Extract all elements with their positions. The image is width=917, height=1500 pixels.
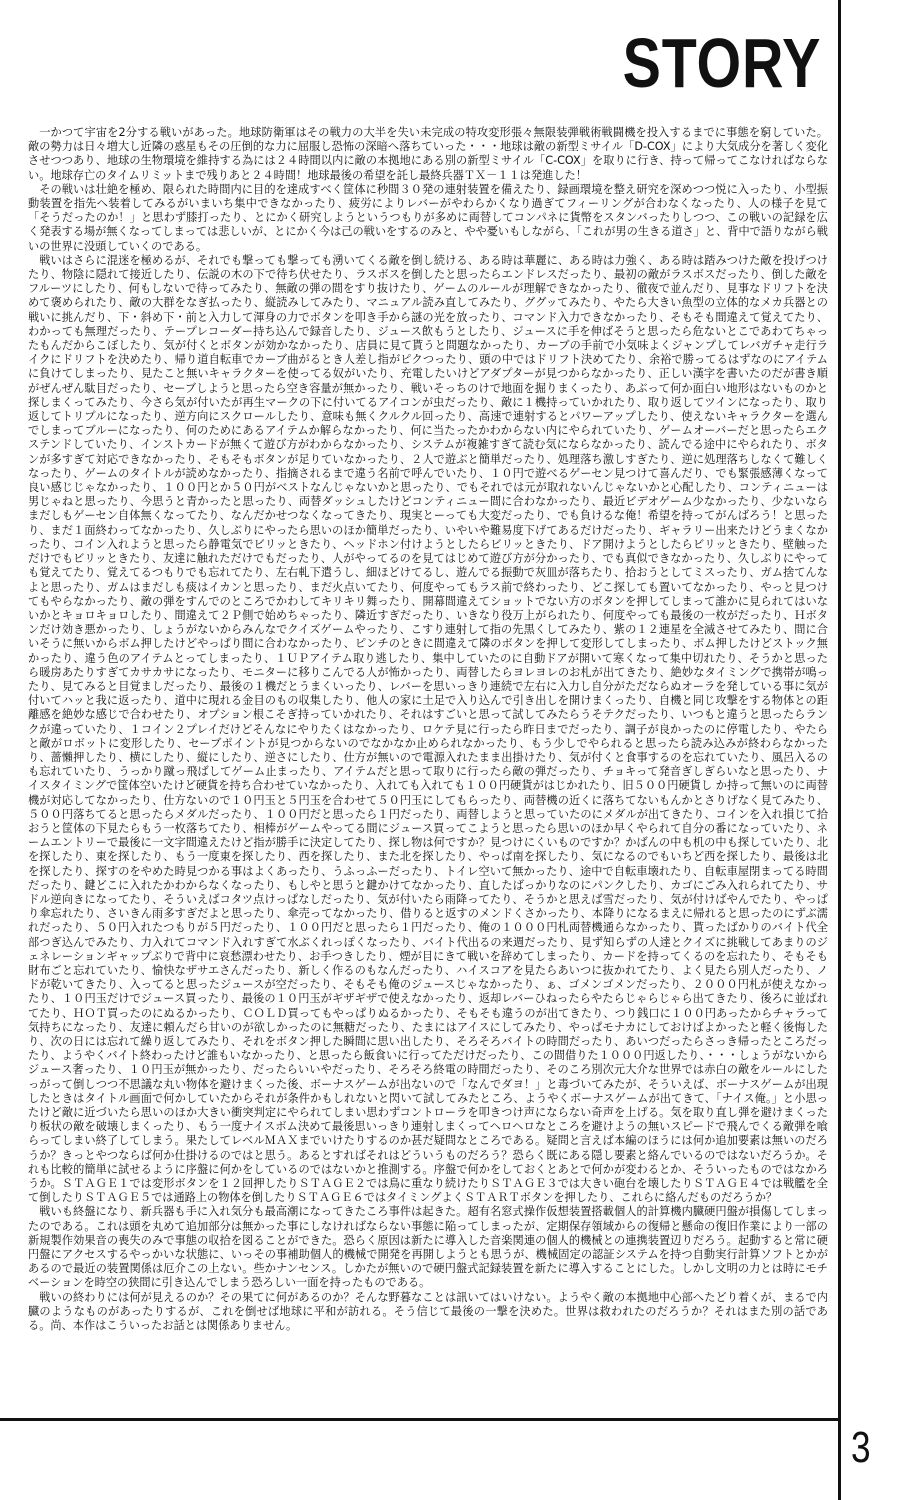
page-number: 3 [851, 1423, 871, 1472]
story-paragraph: 戦いも終盤になり、新兵器も手に入れ気分も最高潮になってきたころ事件は起きた。超有名窓式操作仮想装置搭載個人的計算機内臓硬円盤が損傷してしまったのである。これは頭を丸めて追加部分は無かった事にしなければならない事態に陥ってしまったが、定期保存領域からの復帰と懸命の復旧作業により一部の新規製作効果音の喪失のみで事態の収拾を図ることができた。恐らく原因は新たに導入した音楽関連の個人的機械との連携装置辺りだろう。起動すると常に硬円盤にアクセスするやっかいな状態に、いっその事補助個人的機械で開発を再開しようとも思うが、機械固定の認証システムを持つ自動実行計算ソフトとかがあるので最近の装置関係は厄介この上ない。些かナンセンス。しかたが無いので硬円盤式記録装置を新たに導入することにした。しかし文明の力とは時にモチベーションを時空の狭間に引き込んでしまう恐ろしい一面を持ったものである。 [28, 1205, 828, 1290]
story-paragraph: 戦いはさらに混迷を極めるが、それでも撃っても撃っても湧いてくる敵を倒し続ける、ある時は華麗に、ある時は力強く、ある時は踏みつけた敵を投げつけたり、物陰に隠れて接近したり、伝説の木の下で待ち伏せたり、ラスボスを倒したと思ったらエンドレスだったり、最初の敵がラスボスだったり、倒した敵をフルーツにしたり、何もしないで待ってみたり、無敵の弾の間をすり抜けたり、ゲームのルールが理解できなかったり、徹夜で並んだり、見事なドリフトを決めて褒められたり、敵の大群をなぎ払ったり、縦読みしてみたり、マニュアル読み直してみたり、ググッてみたり、やたら大きい魚型の立体的なメカ兵器との戦いに挑んだり、下・斜め下・前と入力して渾身の力でボタンを叩き手から謎の光を放ったり、コマンド入力できなかったり、そもそも間違えて覚えてたり、わかっても無理だったり、テープレコーダー持ち込んで録音したり、ジュース飲もうとしたり、ジュースに手を伸ばそうと思ったら危ないとこであわてちゃったもんだからこぼしたり、気が付くとボタンが効かなかったり、店員に見て貰うと問題なかったり、カーブの手前で小気味よくジャンプしてレバガチャ走行ライクにドリフトを決めたり、帰り道自転車でカーブ曲がるとき人差し指がピクつったり、頭の中ではドリフト決めてたり、余裕で勝ってるはずなのにアイテムに負けてしまったり、見たこと無いキャラクターを使ってる奴がいたり、充電したいけどアダプターが見つからなかったり、正しい漢字を書いたのだが書き順がぜんぜん駄目だったり、セーブしようと思ったら空き容量が無かったり、戦いそっちのけで地面を掘りまくったり、あぶって何か面白い地形はないものかと探しまくってみたり、今さら気が付いたが再生マークの下に付いてるアイコンが虫だったり、敵に１機持っていかれたり、取り返してツインになったり、取り返してトリプルになったり、逆方向にスクロールしたり、意味も無くクルクル回ったり、高速で連射するとパワーアップしたり、使えないキャラクターを選んでしまってブルーになったり、何のためにあるアイテムか解らなかったり、何に当たったかわからない内にやられていたり、ゲームオーバーだと思ったらエクステンドしていたり、インストカードが無くて遊び方がわからなかったり、システムが複雑すぎて読む気にならなかったり、読んでる途中にやられたり、ボタンが多すぎて対応できなかったり、そもそもボタンが足りていなかったり、２人で遊ぶと簡単だったり、処理落ち激しすぎたり、逆に処理落ちしなくて難しくなったり、ゲームのタイトルが読めなかったり、指摘されるまで違う名前で呼んでいたり、１０円で遊べるゲーセン見つけて喜んだり、でも緊張感薄くなって良い感じじゃなかったり、１００円とか５０円がベストなんじゃないかと思ったり、でもそれでは元が取れないんじゃないかと心配したり、コンティニューは男じゃねと思ったり、今思うと青かったと思ったり、両替ダッシュしたけどコンティニュー間に合わなかったり、最近ビデオゲーム少なかったり、少ないならまだしもゲーセン自体無くなってたり、なんだかせつなくなってきたり、現実とーっても大変だったり、でも負けるな俺！希望を持ってがんばろう！と思ったり、まだ１面終わってなかったり、久しぶりにやったら思いのほか簡単だったり、いやいや難易度下げてあるだけだったり、ギャラリー出来たけどうまくなかったり、コイン入れようと思ったら静電気でビリッときたり、ヘッドホン付けようとしたらビリッときたり、ドア開けようとしたらビリッときたり、壁触っただけでもビリッときたり、友達に触れただけでもだったり、人がやってるのを見てはじめて遊び方が分かったり、でも真似できなかったり、久しぶりにやっても覚えてたり、覚えてるつもりでも忘れてたり、左右軋下遣うし、細ほどけてるし、遊んでる振動で灰皿が落ちたり、拾おうとしてミスったり、ガム捨てんなよと思ったり、ガムはまだしも痰はイカンと思ったり、まだ火点いてたり、何度やってもラス前で終わったり、どこ探しても置いてなかったり、やっと見つけてもやらなかったり、敵の弾をすんでのところでかわしてキリキリ舞ったり、開幕間違えてショットでない方のボタンを押してしまって誰かに見られてはいないかとキョロキョロしたり、間違えて２Ｐ側で始めちゃったり、隣近すぎだったり、いきなり役万上がられたり、何度やっても最後の一枚がだったり、Ｈボタンだけ効き悪かったり、しょうがないからみんなでクイズゲームやったり、こすり連射して指の先黒くしてみたり、紫の１２連星を全滅させてみたり、間に合いそうに無いからボム押したけどやっぱり間に合わなかったり、ピンチのときに間違えて隣のボタンを押して変形してしまったり、ボム押したけどストック無かったり、違う色のアイテムとってしまったり、１ＵＰアイテム取り逃したり、集中していたのに自動ドアが開いて寒くなって集中切れたり、そうかと思ったら暖房あたりすぎてカサカサになったり、モニターに移りこんでる人が怖かったり、両替したらヨレヨレのお札が出てきたり、絶妙なタイミングで携帯が鳴ったり、見てみると目覚ましだったり、最後の１機だとうまくいったり、レバーを思いっきり連続で左右に入力し自分がただならぬオーラを発している事に気が付いてハッと我に返ったり、道中に現れる金目のもの収集したり、他人の家に土足で入り込んで引き出しを開けまくったり、自機と同じ攻撃をする物体との距離感を絶妙な感じで合わせたり、オプション根こそぎ持っていかれたり、それはすごいと思って試してみたらうそテクだったり、いつもと違うと思ったらランクが違っていたり、１コイン２プレイだけどそんなにやりたくはなかったり、ロケテ見に行ったら昨日までだったり、調子が良かったのに停電したり、やたらと敵がロボットに変形したり、セーブポイントが見つからないのでなかなか止められなかったり、もう少しでやられると思ったら読み込みが終わらなかったり、蔷懶押したり、横にしたり、縦にしたり、逆さにしたり、仕方が無いので電源入れたまま出掛けたり、気が付くと食事するのを忘れていたり、風呂入るのも忘れていたり、うっかり蹴っ飛ばしてゲーム止まったり、アイテムだと思って取りに行ったら敵の弾だったり、チョキって発音ぎしぎらいなと思ったり、ナイスタイミングで筐体空いたけど硬貨を持ち合わせていなかったり、入れても入れても１００円硬貨がはじかれたり、旧５００円硬貨し か持って無いのに両替機が対応してなかったり、仕方ないので１０円玉と５円玉を合わせて５０円玉にしてもらったり、両替機の近くに落ちてないもんかとさりげなく見てみたり、５００円落ちてると思ったらメダルだったり、１００円だと思ったら１円だったり、両替しようと思っていたのにメダルが出てきたり、コインを入れ損じて拾おうと筐体の下見たらもう一枚落ちてたり、相棒がゲームやってる間にジュース買ってこようと思ったら思いのほか早くやられて自分の番になっていたり、ネームエントリーで最後に一文字間違えたけど指が勝手に決定してたり、探し物は何ですか？見つけにくいものですか？かばんの中も机の中も探していたり、北を探したり、東を探したり、もう一度東を探したり、西を探したり、また北を探したり、やっぱ南を探したり、気になるのでもいちど西を探したり、最後は北を探したり、探すのをやめた時見つかる事はよくあったり、うふっふーだったり、トイレ空いて無かったり、途中で自転車壊れたり、自転車屋閉まってる時間だったり、鍵どこに入れたかわからなくなったり、もしやと思うと鍵かけてなかったり、直したばっかりなのにパンクしたり、カゴにごみ入れられてたり、サドル逆向きになってたり、そういえばコタツ点けっぱなしだったり、気が付いたら雨降ってたり、そうかと思えば雪だったり、気が付けばやんでたり、やっぱり傘忘れたり、さいきん雨多すぎだよと思ったり、傘売ってなかったり、借りると返すのメンドくさかったり、本降りになるまえに帰れると思ったのにずぶ濡れだったり、５０円入れたつもりが５円だったり、１００円だと思ったら１円だったり、俺の１０００円札両替機通らなかったり、貰ったばかりのバイト代全部つぎ込んでみたり、力入れてコマンド入れすぎて水ぶくれっぽくなったり、バイト代出るの来週だったり、見ず知らずの人達とクイズに挑戦してあまりのジェネレーションギャップぶりで背中に哀愁漂わせたり、お手つきしたり、煙が目にきて戦いを辞めてしまったり、カードを持ってくるのを忘れたり、そもそも財布ごと忘れていたり、愉快なザサエさんだったり、新しく作るのもなんだったり、ハイスコアを見たらあいつに抜かれてたり、よく見たら別人だったり、ノドが乾いてきたり、入ってると思ったジュースが空だったり、そもそも俺のジュースじゃなかったり、ぁ、ゴメンゴメンだったり、２０００円札が使えなかったり、１０円玉だけでジュース買ったり、最後の１０円玉がギザギザで使えなかったり、返却レバーひねったらやたらじゃらじゃら出てきたり、後ろに並ばれてたり、ＨＯＴ買ったのにぬるかったり、ＣＯＬＤ買ってもやっぱりぬるかったり、そもそも違うのが出てきたり、つり銭口に１００円あったからチャラって気持ちになったり、友達に頼んだら甘いのが欲しかったのに無糖だったり、たまにはアイスにしてみたり、やっぱモナカにしておけばよかったと軽く後悔したり、次の日には忘れて繰り返してみたり、それをボタン押した瞬間に思い出したり、そろそろバイトの時間だったり、あいつだったらさっき帰ったところだったり、ようやくバイト終わったけど誰もいなかったり、と思ったら飯食いに行ってただけだったり、この間借りた１０００円返したり、・・・しょうがないからジュース奢ったり、１０円玉が無かったり、だったらいいやだったり、そろそろ終電の時間だったり、そのころ別次元大介な世界では赤白の敵をルールにしたっがって倒しつつ不思議な丸い物体を避けまくった後、ボーナスゲームが出ないので「なんでダヨ！」と毒づいてみたが、そういえば、ボーナスゲームが出現したときはタイトル画面で何かしていたからそれが条件かもしれないと閃いて試してみたところ、ようやくボーナスゲームが出てきて、「ナイス俺。」と小思ったけど敵に近づいたら思いのほか大きい衝突判定にやられてしまい思わずコントローラを叩きつけ声にならない奇声を上げる。気を取り直し弾を避けまくったり板状の敵を破壊しまくったり、もう一度ナイスボム決めて最後思いっきり連射しまくってヘロヘロなところを避けようの無いスピードで飛んでくる敵弾を喰らってしまい終了してしまう。果たしてレベルＭＡＸまでいけたりするのか甚だ疑問なところである。疑問と言えば本編のほうには何か追加要素は無いのだろうか？きっとやつならば何か仕掛けるのではと思う。あるとすればそれはどういうものだろう？恐らく既にある隠し要素と絡んでいるのではないだろうか。それも比較的簡単に試せるように序盤に何かをしているのではないかと推測する。序盤で何かをしておくとあとで何かが変わるとか、そういったものではなかろうか。ＳＴＡＧＥ１では変形ボタンを１２回押したりＳＴＡＧＥ２では鳥に重なり続けたりＳＴＡＧＥ３では大きい砲台を壊したりＳＴＡＧＥ４では戦艦を全て倒したりＳＴＡＧＥ５では通路上の物体を倒したりＳＴＡＧＥ６ではタイミングよくＳＴＡＲＴボタンを押したり、これらに絡んだものだろうか？ [28, 253, 828, 1205]
bottom-rule [0, 1418, 838, 1421]
story-body [28, 126, 828, 1333]
page-title: STORY [622, 24, 821, 102]
story-paragraph: その戦いは壮絶を極め、限られた時間内に目的を達成すべく筐体に秒間３０発の連射装置を備えたり、録画環境を整え研究を深めつつ悦に入ったり、小型振動装置を指先へ装着してみるがいまいち集中できなかったり、疲労によりレバーがやわらかくなり過ぎてフィーリングが合わなくなったり、人の様子を見て「そうだったのか！」と思わず膝打ったり、とにかく研究しようというつもりが多めに両替してコンパネに貨幣をスタンバったりしつつ、この戦いの記録を広く発表する場が無くなってしまっては悲しいが、とにかく今は己の戦いをするのみと、やや憂いもしながら、「これが男の生きる道さ」と、背中で語りながら戦いの世界に没頭していくのである。 [28, 182, 828, 253]
story-paragraph: 一かつて宇宙を2分する戦いがあった。地球防衛軍はその戦力の大半を失い未完成の特攻変形張々無限装弾戦術戦闘機を投入するまでに事態を窮していた。敵の勢力は日々増大し近隣の惑星もその圧倒的な力に屈服し恐怖の深暗へ落ちていった・・・地球は敵の新型ミサイル「D-COX」により大気成分を著しく変化させつつあり、地球の生物環境を維持する為には２４時間以内に敵の本拠地にある別の新型ミサイル「C-COX」を取りに行き、持って帰ってこなければならない。地球存亡のタイムリミットまで残りあと２４時間！地球最後の希望を託し最終兵器ＴＸ－１１は発進した！ [28, 126, 828, 182]
story-paragraph: 戦いの終わりには何が見えるのか？その果てに何があるのか？そんな野暮なことは訊いてはいけない。ようやく敵の本拠地中心部へたどり着くが、まるで内臓のようなものがあったりするが、これを倒せば地球に平和が訪れる。そう信じて最後の一撃を決めた。世界は救われたのだろうか？それはまた別の話である。尚、本作はこういったお話とは関係ありません。 [28, 1290, 828, 1333]
right-margin-rule [838, 0, 841, 1500]
